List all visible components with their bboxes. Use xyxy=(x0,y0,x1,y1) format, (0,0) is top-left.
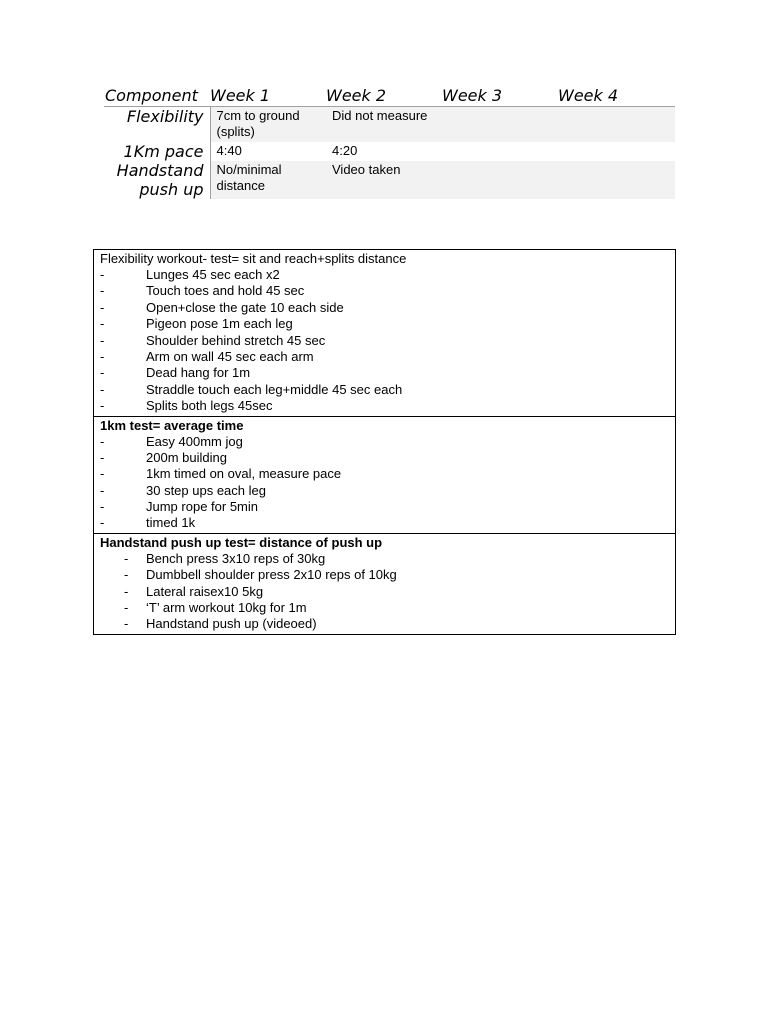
bullet-dash: - xyxy=(100,316,105,332)
cell-week-3 xyxy=(442,161,558,199)
item-text: Handstand push up (videoed) xyxy=(146,616,317,632)
list-item xyxy=(100,434,675,450)
header-week-3: Week 3 xyxy=(442,86,558,107)
item-text: ‘T’ arm workout 10kg for 1m xyxy=(146,600,307,616)
item-text: 200m building xyxy=(146,449,227,465)
list-item xyxy=(100,499,675,515)
cell-week-3 xyxy=(442,142,558,161)
bullet-dash: - xyxy=(100,365,105,381)
bullet-dash: - xyxy=(100,515,105,531)
bullet-dash: - xyxy=(124,550,129,566)
progress-header-row xyxy=(104,86,675,107)
section-title: 1km test= average time xyxy=(100,417,244,433)
bullet-dash: - xyxy=(124,567,129,583)
run-section xyxy=(94,416,675,533)
cell-week-1: 7cm to ground (splits) xyxy=(210,107,326,143)
item-text: Jump rope for 5min xyxy=(146,499,258,515)
section-title: Handstand push up test= distance of push up xyxy=(100,534,383,550)
bullet-dash: - xyxy=(100,433,105,449)
list-item xyxy=(100,300,675,316)
workouts-box xyxy=(93,249,676,635)
cell-week-3 xyxy=(442,107,558,143)
item-text: 1km timed on oval, measure pace xyxy=(146,466,342,482)
item-text: Arm on wall 45 sec each arm xyxy=(146,348,314,364)
bullet-dash: - xyxy=(124,583,129,599)
item-text: Open+close the gate 10 each side xyxy=(146,299,344,315)
item-text: Dead hang for 1m xyxy=(146,365,251,381)
bullet-dash: - xyxy=(100,299,105,315)
row-label: 1Km pace xyxy=(104,142,210,161)
cell-week-2: Video taken xyxy=(326,161,442,199)
bullet-dash: - xyxy=(100,499,105,515)
bullet-dash: - xyxy=(100,466,105,482)
bullet-dash: - xyxy=(124,600,129,616)
item-text: Bench press 3x10 reps of 30kg xyxy=(146,550,326,566)
list-item xyxy=(100,600,675,616)
item-text: Pigeon pose 1m each leg xyxy=(146,316,293,332)
item-text: Straddle touch each leg+middle 45 sec each xyxy=(146,381,403,397)
header-week-1: Week 1 xyxy=(210,86,326,107)
list-item xyxy=(100,267,675,283)
list-item xyxy=(100,483,675,499)
list-item xyxy=(100,551,675,567)
handstand-section xyxy=(94,533,675,634)
list-item xyxy=(100,365,675,381)
progress-row-flexibility xyxy=(104,107,675,143)
header-week-2: Week 2 xyxy=(326,86,442,107)
cell-week-1: No/minimal distance xyxy=(210,161,326,199)
bullet-dash: - xyxy=(100,398,105,414)
flexibility-section xyxy=(94,250,675,416)
progress-table xyxy=(104,86,675,199)
header-week-4: Week 4 xyxy=(558,86,675,107)
list-item xyxy=(100,466,675,482)
bullet-dash: - xyxy=(100,332,105,348)
item-text: Touch toes and hold 45 sec xyxy=(146,283,305,299)
list-item xyxy=(100,584,675,600)
item-text: Lateral raisex10 5kg xyxy=(146,583,264,599)
list-item xyxy=(100,283,675,299)
bullet-dash: - xyxy=(100,283,105,299)
list-item xyxy=(100,567,675,583)
item-text: 30 step ups each leg xyxy=(146,482,266,498)
cell-week-2: Did not measure xyxy=(326,107,442,143)
cell-week-2: 4:20 xyxy=(332,143,358,158)
section-title: Flexibility workout- test= sit and reach+splits distance xyxy=(100,251,407,266)
list-item xyxy=(100,616,675,632)
item-text: timed 1k xyxy=(146,515,196,531)
bullet-dash: - xyxy=(124,616,129,632)
cell-week-4 xyxy=(558,107,675,143)
list-item xyxy=(100,349,675,365)
list-item xyxy=(100,382,675,398)
progress-row-handstand xyxy=(104,161,675,199)
list-item xyxy=(100,316,675,332)
row-label: Handstand push up xyxy=(104,161,210,199)
bullet-dash: - xyxy=(100,348,105,364)
list-item xyxy=(100,450,675,466)
item-text: Splits both legs 45sec xyxy=(146,398,273,414)
list-item xyxy=(100,333,675,349)
item-text: Lunges 45 sec each x2 xyxy=(146,267,280,282)
bullet-dash: - xyxy=(100,482,105,498)
list-item xyxy=(100,398,675,414)
bullet-dash: - xyxy=(100,267,105,282)
list-item xyxy=(100,515,675,531)
cell-week-4 xyxy=(558,142,675,161)
cell-week-4 xyxy=(558,161,675,199)
progress-row-1km-pace xyxy=(104,142,675,161)
bullet-dash: - xyxy=(100,449,105,465)
item-text: Dumbbell shoulder press 2x10 reps of 10kg xyxy=(146,567,397,583)
item-text: Easy 400mm jog xyxy=(146,433,243,449)
row-label: Flexibility xyxy=(104,107,210,143)
cell-week-1: 4:40 xyxy=(216,143,242,158)
header-component: Component xyxy=(104,86,210,107)
item-text: Shoulder behind stretch 45 sec xyxy=(146,332,326,348)
bullet-dash: - xyxy=(100,381,105,397)
